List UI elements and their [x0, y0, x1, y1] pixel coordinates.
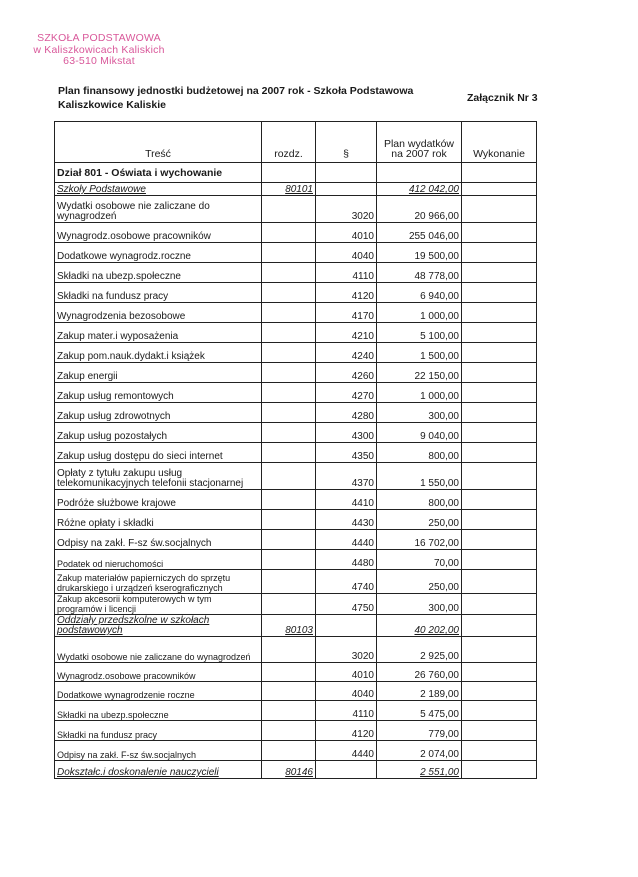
row-plan-value: 20 966,00	[377, 196, 462, 223]
row-wykonanie	[462, 463, 537, 490]
row-plan-value: 800,00	[377, 443, 462, 463]
row-paragraph: 4480	[316, 550, 377, 570]
row-wykonanie	[462, 196, 537, 223]
row-description: Zakup pom.nauk.dydakt.i książek	[55, 343, 262, 363]
row-rozdzial: 80103	[262, 615, 316, 637]
empty-cell	[377, 163, 462, 183]
row-rozdzial	[262, 403, 316, 423]
row-rozdzial	[262, 463, 316, 490]
row-description: Podróże służbowe krajowe	[55, 490, 262, 510]
row-plan-value: 300,00	[377, 403, 462, 423]
row-plan-value: 1 000,00	[377, 303, 462, 323]
row-description: Dokształc.i doskonalenie nauczycieli	[55, 761, 262, 779]
row-plan-value: 40 202,00	[377, 615, 462, 637]
row-paragraph: 3020	[316, 196, 377, 223]
row-paragraph: 4370	[316, 463, 377, 490]
table-row	[55, 663, 537, 682]
stamp-line-2: w Kaliszkowicach Kaliskich	[33, 43, 165, 56]
row-description: Zakup akcesorii komputerowych w tym programów i licencji	[55, 594, 262, 615]
row-description: Zakup materiałów papierniczych do sprzętu drukarskiego i urządzeń kserograficznych	[55, 570, 262, 594]
row-paragraph: 4440	[316, 530, 377, 550]
row-description: Składki na fundusz pracy	[55, 721, 262, 741]
section-row	[55, 163, 537, 183]
row-paragraph: 4040	[316, 243, 377, 263]
row-plan-value: 70,00	[377, 550, 462, 570]
row-description: Zakup energii	[55, 363, 262, 383]
row-description: Składki na ubezp.społeczne	[55, 263, 262, 283]
row-rozdzial	[262, 637, 316, 663]
table-row	[55, 463, 537, 490]
table-row	[55, 701, 537, 721]
row-paragraph: 4120	[316, 283, 377, 303]
row-rozdzial	[262, 303, 316, 323]
table-row	[55, 183, 537, 196]
row-wykonanie	[462, 323, 537, 343]
row-wykonanie	[462, 283, 537, 303]
row-plan-value: 1 500,00	[377, 343, 462, 363]
row-rozdzial	[262, 510, 316, 530]
row-rozdzial	[262, 663, 316, 682]
row-rozdzial	[262, 423, 316, 443]
row-wykonanie	[462, 761, 537, 779]
empty-cell	[462, 163, 537, 183]
row-paragraph: 4240	[316, 343, 377, 363]
table-row	[55, 721, 537, 741]
table-row	[55, 403, 537, 423]
table-row	[55, 383, 537, 403]
row-description: Wynagrodz.osobowe pracowników	[55, 223, 262, 243]
row-paragraph	[316, 183, 377, 196]
table-row	[55, 283, 537, 303]
table-row	[55, 243, 537, 263]
row-paragraph: 4210	[316, 323, 377, 343]
row-paragraph: 3020	[316, 637, 377, 663]
row-description: Wynagrodz.osobowe pracowników	[55, 663, 262, 682]
row-wykonanie	[462, 663, 537, 682]
col-header-rozdz: rozdz.	[262, 122, 316, 163]
table-row	[55, 741, 537, 761]
row-wykonanie	[462, 303, 537, 323]
row-plan-value: 2 925,00	[377, 637, 462, 663]
row-description: Szkoły Podstawowe	[55, 183, 262, 196]
table-row	[55, 343, 537, 363]
row-wykonanie	[462, 637, 537, 663]
row-wykonanie	[462, 243, 537, 263]
row-plan-value: 5 100,00	[377, 323, 462, 343]
row-wykonanie	[462, 682, 537, 701]
annex-label: Załącznik Nr 3	[467, 92, 538, 104]
row-wykonanie	[462, 701, 537, 721]
row-wykonanie	[462, 741, 537, 761]
row-rozdzial	[262, 682, 316, 701]
table-row	[55, 615, 537, 637]
table-row	[55, 510, 537, 530]
row-wykonanie	[462, 594, 537, 615]
document-title: Plan finansowy jednostki budżetowej na 2007 rok - Szkoła Podstawowa Kaliszkowice Kaliskie	[58, 85, 414, 111]
row-paragraph: 4110	[316, 263, 377, 283]
row-paragraph: 4350	[316, 443, 377, 463]
empty-cell	[262, 163, 316, 183]
table-row	[55, 363, 537, 383]
row-wykonanie	[462, 363, 537, 383]
row-description: Opłaty z tytułu zakupu usług telekomunikacyjnych telefonii stacjonarnej	[55, 463, 262, 490]
row-plan-value: 779,00	[377, 721, 462, 741]
row-wykonanie	[462, 570, 537, 594]
table-row	[55, 196, 537, 223]
row-description: Zakup usług remontowych	[55, 383, 262, 403]
row-rozdzial: 80146	[262, 761, 316, 779]
row-paragraph	[316, 761, 377, 779]
row-rozdzial	[262, 383, 316, 403]
row-rozdzial	[262, 530, 316, 550]
row-plan-value: 250,00	[377, 570, 462, 594]
col-header-wykonanie: Wykonanie	[462, 122, 537, 163]
empty-cell	[316, 163, 377, 183]
table-row	[55, 550, 537, 570]
row-paragraph: 4110	[316, 701, 377, 721]
row-description: Dodatkowe wynagrodz.roczne	[55, 243, 262, 263]
row-description: Zakup mater.i wyposażenia	[55, 323, 262, 343]
row-wykonanie	[462, 550, 537, 570]
table-header-row	[55, 122, 537, 163]
row-plan-value: 48 778,00	[377, 263, 462, 283]
row-plan-value: 300,00	[377, 594, 462, 615]
row-paragraph: 4300	[316, 423, 377, 443]
row-rozdzial	[262, 343, 316, 363]
table-row	[55, 263, 537, 283]
financial-plan-table	[54, 121, 537, 779]
row-wykonanie	[462, 490, 537, 510]
row-description: Odpisy na zakł. F-sz św.socjalnych	[55, 741, 262, 761]
row-wykonanie	[462, 223, 537, 243]
stamp-line-1: SZKOŁA PODSTAWOWA	[37, 32, 161, 44]
row-rozdzial	[262, 701, 316, 721]
school-stamp	[24, 33, 174, 68]
row-plan-value: 2 074,00	[377, 741, 462, 761]
table-row	[55, 223, 537, 243]
table-row	[55, 490, 537, 510]
col-header-plan: Plan wydatków na 2007 rok	[377, 122, 462, 163]
table-row	[55, 637, 537, 663]
row-plan-value: 2 551,00	[377, 761, 462, 779]
row-rozdzial: 80101	[262, 183, 316, 196]
table-row	[55, 761, 537, 779]
row-paragraph: 4120	[316, 721, 377, 741]
row-plan-value: 22 150,00	[377, 363, 462, 383]
row-plan-value: 1 550,00	[377, 463, 462, 490]
row-plan-value: 255 046,00	[377, 223, 462, 243]
row-plan-value: 16 702,00	[377, 530, 462, 550]
row-description: Zakup usług pozostałych	[55, 423, 262, 443]
table-row	[55, 594, 537, 615]
row-paragraph: 4430	[316, 510, 377, 530]
stamp-line-3: 63-510 Mikstat	[63, 55, 135, 67]
row-description: Wydatki osobowe nie zaliczane do wynagrodzeń	[55, 196, 262, 223]
row-paragraph: 4440	[316, 741, 377, 761]
row-description: Podatek od nieruchomości	[55, 550, 262, 570]
row-wykonanie	[462, 530, 537, 550]
row-description: Składki na fundusz pracy	[55, 283, 262, 303]
row-description: Wydatki osobowe nie zaliczane do wynagrodzeń	[55, 637, 262, 663]
row-rozdzial	[262, 550, 316, 570]
row-wykonanie	[462, 443, 537, 463]
table-row	[55, 570, 537, 594]
row-plan-value: 412 042,00	[377, 183, 462, 196]
row-wykonanie	[462, 423, 537, 443]
row-wykonanie	[462, 510, 537, 530]
section-title: Dział 801 - Oświata i wychowanie	[55, 163, 262, 183]
row-paragraph	[316, 615, 377, 637]
row-description: Wynagrodzenia bezosobowe	[55, 303, 262, 323]
row-description: Odpisy na zakł. F-sz św.socjalnych	[55, 530, 262, 550]
row-rozdzial	[262, 443, 316, 463]
table-row	[55, 443, 537, 463]
row-description: Zakup usług zdrowotnych	[55, 403, 262, 423]
row-description: Dodatkowe wynagrodzenie roczne	[55, 682, 262, 701]
row-plan-value: 800,00	[377, 490, 462, 510]
row-plan-value: 2 189,00	[377, 682, 462, 701]
row-description: Różne opłaty i składki	[55, 510, 262, 530]
row-paragraph: 4260	[316, 363, 377, 383]
row-rozdzial	[262, 594, 316, 615]
table-row	[55, 423, 537, 443]
row-rozdzial	[262, 243, 316, 263]
row-rozdzial	[262, 721, 316, 741]
row-wykonanie	[462, 383, 537, 403]
row-paragraph: 4170	[316, 303, 377, 323]
row-plan-value: 5 475,00	[377, 701, 462, 721]
table-row	[55, 303, 537, 323]
table-row	[55, 323, 537, 343]
row-wykonanie	[462, 183, 537, 196]
row-description: Oddziały przedszkolne w szkołach podstawowych	[55, 615, 262, 637]
row-wykonanie	[462, 343, 537, 363]
row-rozdzial	[262, 490, 316, 510]
row-paragraph: 4010	[316, 663, 377, 682]
row-rozdzial	[262, 363, 316, 383]
table-row	[55, 682, 537, 701]
row-description: Zakup usług dostępu do sieci internet	[55, 443, 262, 463]
col-header-paragraph: §	[316, 122, 377, 163]
row-paragraph: 4740	[316, 570, 377, 594]
row-paragraph: 4040	[316, 682, 377, 701]
row-paragraph: 4270	[316, 383, 377, 403]
row-paragraph: 4280	[316, 403, 377, 423]
row-rozdzial	[262, 196, 316, 223]
row-rozdzial	[262, 223, 316, 243]
row-wykonanie	[462, 263, 537, 283]
row-paragraph: 4010	[316, 223, 377, 243]
col-header-tresc: Treść	[55, 122, 262, 163]
row-description: Składki na ubezp.społeczne	[55, 701, 262, 721]
row-wykonanie	[462, 403, 537, 423]
row-plan-value: 6 940,00	[377, 283, 462, 303]
row-rozdzial	[262, 741, 316, 761]
table-row	[55, 530, 537, 550]
row-rozdzial	[262, 283, 316, 303]
row-plan-value: 9 040,00	[377, 423, 462, 443]
row-rozdzial	[262, 570, 316, 594]
row-rozdzial	[262, 323, 316, 343]
row-wykonanie	[462, 721, 537, 741]
row-paragraph: 4750	[316, 594, 377, 615]
row-wykonanie	[462, 615, 537, 637]
row-plan-value: 1 000,00	[377, 383, 462, 403]
row-plan-value: 19 500,00	[377, 243, 462, 263]
row-rozdzial	[262, 263, 316, 283]
row-plan-value: 26 760,00	[377, 663, 462, 682]
row-plan-value: 250,00	[377, 510, 462, 530]
row-paragraph: 4410	[316, 490, 377, 510]
